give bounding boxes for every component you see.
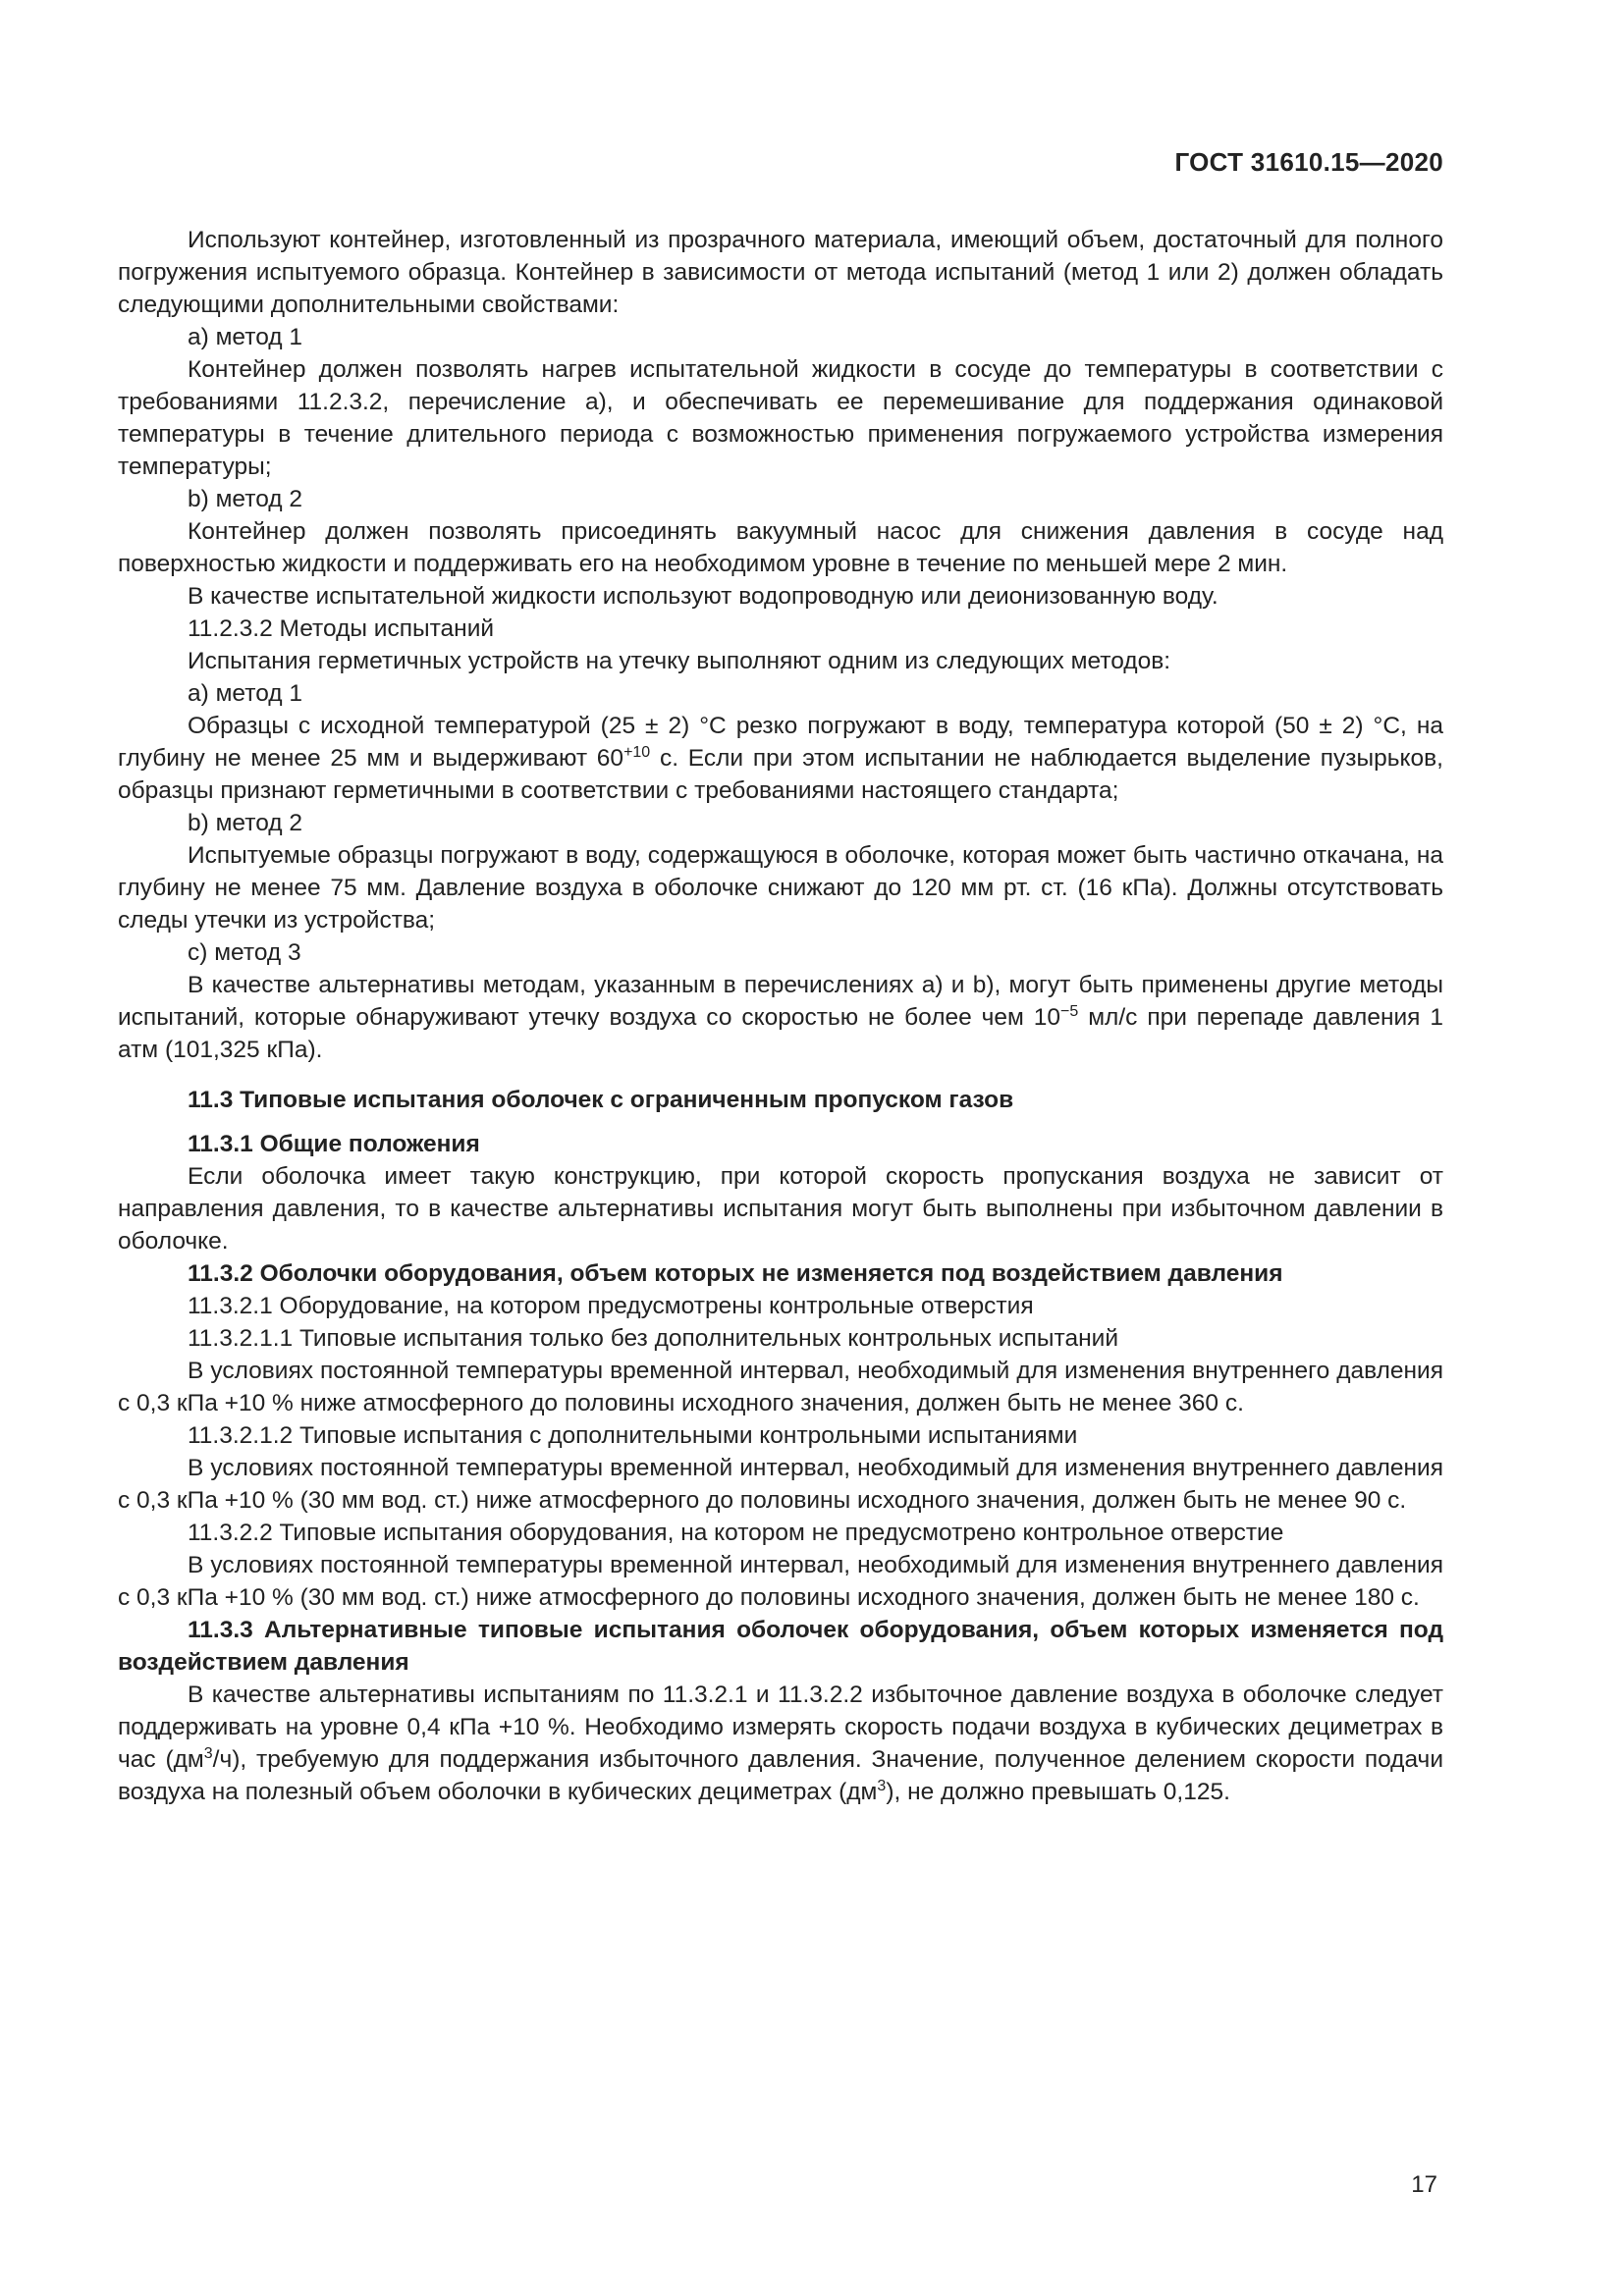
section-heading: 11.3 Типовые испытания оболочек с ограниченным пропуском газов — [188, 1087, 1014, 1113]
paragraph: В условиях постоянной температуры временной интервал, необходимый для изменения внутреннего давления с 0,3 кПа +10 % (30 мм вод. ст.) ниже атмосферного до половины исходного значения, должен быть не менее 180 с. — [118, 1552, 1443, 1611]
paragraph: В условиях постоянной температуры временной интервал, необходимый для изменения внутреннего давления с 0,3 кПа +10 % ниже атмосферного до половины исходного значения, должен быть не менее 360 с. — [118, 1358, 1443, 1416]
subsection-title: 11.3.2.1 Оборудование, на котором предусмотрены контрольные отверстия — [188, 1293, 1034, 1319]
list-item: a) метод 1 — [188, 324, 303, 350]
document-body — [118, 224, 1443, 1808]
superscript: −5 — [1060, 1003, 1079, 1020]
subsection-title: 11.3.2.2 Типовые испытания оборудования, на котором не предусмотрено контрольное отверстие — [188, 1520, 1284, 1546]
subsection-title: 11.3.2.1.2 Типовые испытания с дополнительными контрольными испытаниями — [188, 1422, 1078, 1449]
document-code: ГОСТ 31610.15—2020 — [1174, 147, 1443, 177]
subsection-title: 11.3.2.1.1 Типовые испытания только без дополнительных контрольных испытаний — [188, 1325, 1118, 1352]
list-item: а) метод 1 — [188, 680, 303, 707]
paragraph: Используют контейнер, изготовленный из прозрачного материала, имеющий объем, достаточный для полного погружения испытуемого образца. Контейнер в зависимости от метода испытаний (метод 1 или 2) должен обладать следующими дополнительными свойствами: — [118, 227, 1443, 318]
superscript: +10 — [623, 744, 651, 761]
list-item: b) метод 2 — [188, 486, 303, 512]
section-heading: 11.3.1 Общие положения — [188, 1131, 480, 1157]
list-item: b) метод 2 — [188, 810, 303, 836]
paragraph — [118, 1679, 1443, 1808]
paragraph: Контейнер должен позволять нагрев испытательной жидкости в сосуде до температуры в соответствии с требованиями 11.2.3.2, перечисление а), и обеспечивать ее перемешивание для поддержания одинаковой температуры в течение длительного периода с возможностью применения погружаемого устройства измерения температуры; — [118, 356, 1443, 480]
superscript: 3 — [877, 1778, 887, 1794]
paragraph: Испытуемые образцы погружают в воду, содержащуюся в оболочке, которая может быть частично откачана, на глубину не менее 75 мм. Давление воздуха в оболочке снижают до 120 мм рт. ст. (16 кПа). Должны отсутствовать следы утечки из устройства; — [118, 842, 1443, 934]
text-run: ), не должно превышать 0,125. — [886, 1779, 1230, 1805]
paragraph: Если оболочка имеет такую конструкцию, при которой скорость пропускания воздуха не зависит от направления давления, то в качестве альтернативы испытания могут быть выполнены при избыточном давлении в оболочке. — [118, 1163, 1443, 1255]
paragraph: В качестве испытательной жидкости используют водопроводную или деионизованную воду. — [188, 583, 1218, 610]
text-run: мл/с при перепаде давления 1 атм (101,325 кПа). — [118, 1004, 1443, 1063]
text-run: В качестве альтернативы методам, указанным в перечислениях а) и b), могут быть применены другие методы испытаний, которые обнаруживают утечку воздуха со скоростью не более чем 10 — [118, 972, 1443, 1031]
text-run: /ч), требуемую для поддержания избыточного давления. Значение, полученное делением скорости подачи воздуха на полезный объем оболочки в кубических дециметрах (дм — [118, 1746, 1444, 1805]
section-heading: 11.3.2 Оболочки оборудования, объем которых не изменяется под воздействием давления — [188, 1260, 1283, 1287]
superscript: 3 — [203, 1745, 213, 1762]
paragraph: Контейнер должен позволять присоединять вакуумный насос для снижения давления в сосуде над поверхностью жидкости и поддерживать его на необходимом уровне в течение по меньшей мере 2 мин. — [118, 518, 1443, 577]
paragraph — [118, 710, 1443, 807]
text-run: Образцы с исходной температурой (25 ± 2) °С резко погружают в воду, температура которой (50 ± 2) °С, на глубину не менее 25 мм и выдерживают 60 — [118, 713, 1443, 772]
paragraph: В условиях постоянной температуры временной интервал, необходимый для изменения внутреннего давления с 0,3 кПа +10 % (30 мм вод. ст.) ниже атмосферного до половины исходного значения, должен быть не менее 90 с. — [118, 1455, 1443, 1514]
text-run: с. Если при этом испытании не наблюдается выделение пузырьков, образцы признают герметичными в соответствии с требованиями настоящего стандарта; — [118, 745, 1443, 804]
paragraph: Испытания герметичных устройств на утечку выполняют одним из следующих методов: — [188, 648, 1171, 674]
section-heading: 11.3.3 Альтернативные типовые испытания оболочек оборудования, объем которых изменяется под воздействием давления — [118, 1617, 1443, 1676]
list-item: с) метод 3 — [188, 939, 301, 966]
text-run: В качестве альтернативы испытаниям по 11.3.2.1 и 11.3.2.2 избыточное давление воздуха в оболочке следует поддерживать на уровне 0,4 кПа +10 %. Необходимо измерять скорость подачи воздуха в кубических дециметрах в час (дм — [118, 1682, 1443, 1773]
paragraph — [118, 969, 1443, 1066]
page-number: 17 — [1411, 2171, 1437, 2198]
subsection-title: 11.2.3.2 Методы испытаний — [188, 615, 495, 642]
